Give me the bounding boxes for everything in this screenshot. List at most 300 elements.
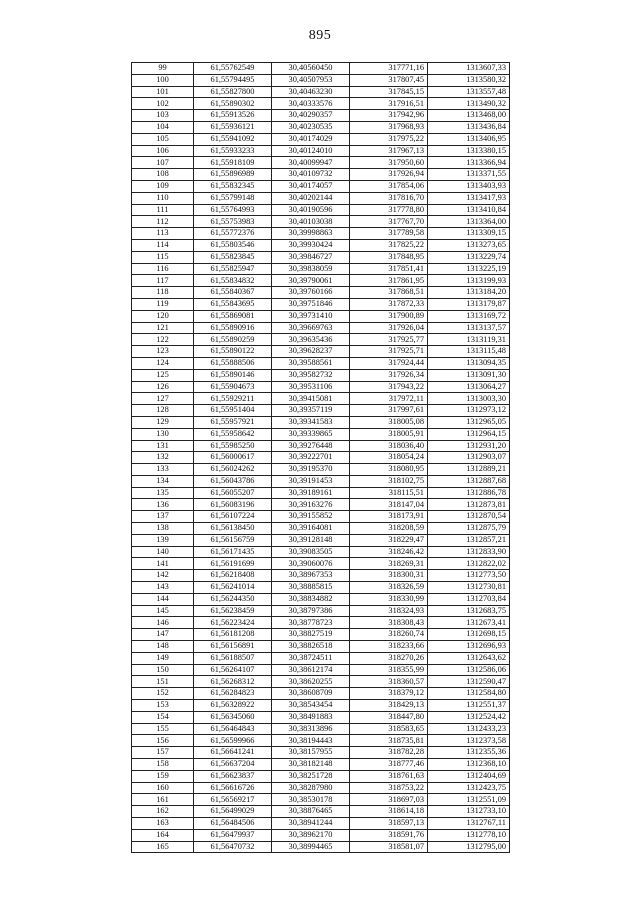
longitude-cell: 30,39628237 [272,346,350,358]
point-number-cell: 144 [132,593,194,605]
table-row [132,841,510,853]
latitude-cell: 61,56569217 [194,794,272,806]
point-number-cell: 135 [132,487,194,499]
latitude-cell: 61,56218408 [194,570,272,582]
x-coordinate-cell: 318447,80 [350,711,428,723]
table-row [132,652,510,664]
y-coordinate-cell: 1313406,95 [428,133,510,145]
x-coordinate-cell: 317854,06 [350,180,428,192]
latitude-cell: 61,56623837 [194,770,272,782]
y-coordinate-cell: 1312524,42 [428,711,510,723]
point-number-cell: 151 [132,676,194,688]
x-coordinate-cell: 318233,66 [350,641,428,653]
table-row [132,499,510,511]
y-coordinate-cell: 1312931,20 [428,440,510,452]
latitude-cell: 61,56191699 [194,558,272,570]
longitude-cell: 30,40507953 [272,74,350,86]
point-number-cell: 160 [132,782,194,794]
point-number-cell: 163 [132,818,194,830]
table-row [132,287,510,299]
y-coordinate-cell: 1312404,69 [428,770,510,782]
x-coordinate-cell: 317771,16 [350,63,428,75]
x-coordinate-cell: 317900,89 [350,310,428,322]
table-row [132,74,510,86]
point-number-cell: 153 [132,700,194,712]
y-coordinate-cell: 1313229,74 [428,251,510,263]
table-row [132,829,510,841]
table-row [132,192,510,204]
latitude-cell: 61,55951404 [194,405,272,417]
table-row [132,558,510,570]
x-coordinate-cell: 317872,33 [350,298,428,310]
x-coordinate-cell: 318777,46 [350,759,428,771]
longitude-cell: 30,39189161 [272,487,350,499]
point-number-cell: 161 [132,794,194,806]
point-number-cell: 100 [132,74,194,86]
x-coordinate-cell: 318429,13 [350,700,428,712]
longitude-cell: 30,38287980 [272,782,350,794]
x-coordinate-cell: 318260,74 [350,629,428,641]
latitude-cell: 61,55753983 [194,216,272,228]
latitude-cell: 61,56637204 [194,759,272,771]
point-number-cell: 111 [132,204,194,216]
y-coordinate-cell: 1312433,23 [428,723,510,735]
point-number-cell: 137 [132,511,194,523]
longitude-cell: 30,39222701 [272,452,350,464]
table-row [132,688,510,700]
y-coordinate-cell: 1312551,09 [428,794,510,806]
x-coordinate-cell: 318326,59 [350,582,428,594]
y-coordinate-cell: 1312965,05 [428,416,510,428]
y-coordinate-cell: 1313607,33 [428,63,510,75]
point-number-cell: 140 [132,546,194,558]
latitude-cell: 61,56616726 [194,782,272,794]
x-coordinate-cell: 317925,77 [350,334,428,346]
x-coordinate-cell: 318115,51 [350,487,428,499]
y-coordinate-cell: 1312857,21 [428,534,510,546]
y-coordinate-cell: 1313115,48 [428,346,510,358]
longitude-cell: 30,40463230 [272,86,350,98]
longitude-cell: 30,40290357 [272,110,350,122]
latitude-cell: 61,56138450 [194,523,272,535]
longitude-cell: 30,40333576 [272,98,350,110]
point-number-cell: 109 [132,180,194,192]
longitude-cell: 30,40124010 [272,145,350,157]
y-coordinate-cell: 1312870,54 [428,511,510,523]
latitude-cell: 61,56328922 [194,700,272,712]
longitude-cell: 30,38612174 [272,664,350,676]
longitude-cell: 30,39195370 [272,464,350,476]
point-number-cell: 133 [132,464,194,476]
point-number-cell: 159 [132,770,194,782]
point-number-cell: 148 [132,641,194,653]
longitude-cell: 30,38967353 [272,570,350,582]
table-row [132,228,510,240]
table-row [132,63,510,75]
y-coordinate-cell: 1313580,32 [428,74,510,86]
table-row [132,593,510,605]
point-number-cell: 120 [132,310,194,322]
x-coordinate-cell: 318208,59 [350,523,428,535]
point-number-cell: 155 [132,723,194,735]
table-row [132,298,510,310]
table-row [132,346,510,358]
table-row [132,806,510,818]
longitude-cell: 30,39846727 [272,251,350,263]
y-coordinate-cell: 1313371,55 [428,169,510,181]
y-coordinate-cell: 1312590,47 [428,676,510,688]
point-number-cell: 162 [132,806,194,818]
x-coordinate-cell: 318147,04 [350,499,428,511]
latitude-cell: 61,55957921 [194,416,272,428]
x-coordinate-cell: 318591,76 [350,829,428,841]
table-row [132,452,510,464]
x-coordinate-cell: 317926,94 [350,169,428,181]
y-coordinate-cell: 1312886,78 [428,487,510,499]
table-row [132,641,510,653]
y-coordinate-cell: 1313364,00 [428,216,510,228]
y-coordinate-cell: 1313225,19 [428,263,510,275]
longitude-cell: 30,40109732 [272,169,350,181]
x-coordinate-cell: 317845,15 [350,86,428,98]
point-number-cell: 105 [132,133,194,145]
y-coordinate-cell: 1312875,79 [428,523,510,535]
table-row [132,428,510,440]
x-coordinate-cell: 317967,13 [350,145,428,157]
y-coordinate-cell: 1313468,00 [428,110,510,122]
table-row [132,310,510,322]
y-coordinate-cell: 1313094,35 [428,357,510,369]
point-number-cell: 134 [132,475,194,487]
y-coordinate-cell: 1312586,06 [428,664,510,676]
x-coordinate-cell: 317926,04 [350,322,428,334]
point-number-cell: 117 [132,275,194,287]
latitude-cell: 61,56181208 [194,629,272,641]
y-coordinate-cell: 1313490,32 [428,98,510,110]
latitude-cell: 61,56499029 [194,806,272,818]
point-number-cell: 136 [132,499,194,511]
longitude-cell: 30,38157955 [272,747,350,759]
longitude-cell: 30,38876465 [272,806,350,818]
longitude-cell: 30,39751846 [272,298,350,310]
latitude-cell: 61,55869081 [194,310,272,322]
point-number-cell: 132 [132,452,194,464]
latitude-cell: 61,55843695 [194,298,272,310]
longitude-cell: 30,38826518 [272,641,350,653]
latitude-cell: 61,55896989 [194,169,272,181]
table-row [132,322,510,334]
longitude-cell: 30,39998863 [272,228,350,240]
table-row [132,475,510,487]
x-coordinate-cell: 318005,91 [350,428,428,440]
point-number-cell: 114 [132,239,194,251]
longitude-cell: 30,38834882 [272,593,350,605]
table-row [132,145,510,157]
table-row [132,617,510,629]
point-number-cell: 152 [132,688,194,700]
table-row [132,169,510,181]
y-coordinate-cell: 1313119,31 [428,334,510,346]
x-coordinate-cell: 317925,71 [350,346,428,358]
x-coordinate-cell: 318300,31 [350,570,428,582]
table-row [132,381,510,393]
y-coordinate-cell: 1313184,20 [428,287,510,299]
x-coordinate-cell: 317848,95 [350,251,428,263]
y-coordinate-cell: 1313091,30 [428,369,510,381]
latitude-cell: 61,56156891 [194,641,272,653]
x-coordinate-cell: 317868,51 [350,287,428,299]
longitude-cell: 30,39930424 [272,239,350,251]
point-number-cell: 164 [132,829,194,841]
x-coordinate-cell: 318173,91 [350,511,428,523]
latitude-cell: 61,55985250 [194,440,272,452]
y-coordinate-cell: 1312889,21 [428,464,510,476]
point-number-cell: 101 [132,86,194,98]
x-coordinate-cell: 318229,47 [350,534,428,546]
point-number-cell: 165 [132,841,194,853]
table-row [132,735,510,747]
point-number-cell: 139 [132,534,194,546]
table-row [132,239,510,251]
table-row [132,416,510,428]
y-coordinate-cell: 1312822,02 [428,558,510,570]
x-coordinate-cell: 317926,34 [350,369,428,381]
latitude-cell: 61,56223424 [194,617,272,629]
x-coordinate-cell: 318324,93 [350,605,428,617]
point-number-cell: 106 [132,145,194,157]
longitude-cell: 30,40103038 [272,216,350,228]
y-coordinate-cell: 1312887,68 [428,475,510,487]
latitude-cell: 61,55918109 [194,157,272,169]
y-coordinate-cell: 1313064,27 [428,381,510,393]
point-number-cell: 103 [132,110,194,122]
longitude-cell: 30,39838059 [272,263,350,275]
x-coordinate-cell: 317807,45 [350,74,428,86]
y-coordinate-cell: 1312373,58 [428,735,510,747]
y-coordinate-cell: 1312355,36 [428,747,510,759]
latitude-cell: 61,55933233 [194,145,272,157]
latitude-cell: 61,56470732 [194,841,272,853]
y-coordinate-cell: 1312733,10 [428,806,510,818]
point-number-cell: 150 [132,664,194,676]
x-coordinate-cell: 317851,41 [350,263,428,275]
x-coordinate-cell: 317778,80 [350,204,428,216]
point-number-cell: 129 [132,416,194,428]
y-coordinate-cell: 1313137,57 [428,322,510,334]
table-row [132,511,510,523]
point-number-cell: 128 [132,405,194,417]
y-coordinate-cell: 1313417,93 [428,192,510,204]
y-coordinate-cell: 1312767,11 [428,818,510,830]
longitude-cell: 30,40230535 [272,121,350,133]
table-row [132,711,510,723]
point-number-cell: 108 [132,169,194,181]
table-row [132,676,510,688]
table-row [132,251,510,263]
point-number-cell: 107 [132,157,194,169]
x-coordinate-cell: 318379,12 [350,688,428,700]
longitude-cell: 30,40174029 [272,133,350,145]
table-row [132,794,510,806]
latitude-cell: 61,56188507 [194,652,272,664]
y-coordinate-cell: 1312368,10 [428,759,510,771]
longitude-cell: 30,38962170 [272,829,350,841]
point-number-cell: 145 [132,605,194,617]
table-row [132,523,510,535]
point-number-cell: 156 [132,735,194,747]
x-coordinate-cell: 317789,58 [350,228,428,240]
point-number-cell: 104 [132,121,194,133]
x-coordinate-cell: 318782,28 [350,747,428,759]
table-row [132,605,510,617]
point-number-cell: 99 [132,63,194,75]
point-number-cell: 119 [132,298,194,310]
table-row [132,582,510,594]
y-coordinate-cell: 1312903,07 [428,452,510,464]
y-coordinate-cell: 1312698,15 [428,629,510,641]
x-coordinate-cell: 318355,99 [350,664,428,676]
longitude-cell: 30,38885815 [272,582,350,594]
x-coordinate-cell: 318614,18 [350,806,428,818]
longitude-cell: 30,38941244 [272,818,350,830]
table-row [132,818,510,830]
coordinates-table [131,62,510,853]
longitude-cell: 30,38778723 [272,617,350,629]
y-coordinate-cell: 1312730,81 [428,582,510,594]
x-coordinate-cell: 318005,08 [350,416,428,428]
table-row [132,487,510,499]
longitude-cell: 30,38543454 [272,700,350,712]
latitude-cell: 61,55888506 [194,357,272,369]
longitude-cell: 30,39276448 [272,440,350,452]
y-coordinate-cell: 1312778,10 [428,829,510,841]
latitude-cell: 61,55890122 [194,346,272,358]
x-coordinate-cell: 318102,75 [350,475,428,487]
table-row [132,86,510,98]
y-coordinate-cell: 1313410,84 [428,204,510,216]
table-row [132,393,510,405]
longitude-cell: 30,39191453 [272,475,350,487]
table-row [132,723,510,735]
table-row [132,121,510,133]
table-row [132,263,510,275]
x-coordinate-cell: 317825,22 [350,239,428,251]
x-coordinate-cell: 317972,11 [350,393,428,405]
latitude-cell: 61,56024262 [194,464,272,476]
latitude-cell: 61,55904673 [194,381,272,393]
longitude-cell: 30,39588561 [272,357,350,369]
latitude-cell: 61,55958642 [194,428,272,440]
longitude-cell: 30,38994465 [272,841,350,853]
latitude-cell: 61,56107224 [194,511,272,523]
longitude-cell: 30,39669763 [272,322,350,334]
y-coordinate-cell: 1312584,80 [428,688,510,700]
latitude-cell: 61,55799148 [194,192,272,204]
point-number-cell: 113 [132,228,194,240]
latitude-cell: 61,56171435 [194,546,272,558]
latitude-cell: 61,56000617 [194,452,272,464]
x-coordinate-cell: 318269,31 [350,558,428,570]
y-coordinate-cell: 1313169,72 [428,310,510,322]
table-row [132,157,510,169]
y-coordinate-cell: 1312795,00 [428,841,510,853]
longitude-cell: 30,39357119 [272,405,350,417]
y-coordinate-cell: 1313199,93 [428,275,510,287]
longitude-cell: 30,38313896 [272,723,350,735]
latitude-cell: 61,55840367 [194,287,272,299]
point-number-cell: 110 [132,192,194,204]
x-coordinate-cell: 317950,60 [350,157,428,169]
y-coordinate-cell: 1312833,90 [428,546,510,558]
longitude-cell: 30,39163276 [272,499,350,511]
x-coordinate-cell: 318036,40 [350,440,428,452]
longitude-cell: 30,40174057 [272,180,350,192]
latitude-cell: 61,56156759 [194,534,272,546]
x-coordinate-cell: 318583,65 [350,723,428,735]
x-coordinate-cell: 318054,24 [350,452,428,464]
point-number-cell: 122 [132,334,194,346]
latitude-cell: 61,56268312 [194,676,272,688]
latitude-cell: 61,55913526 [194,110,272,122]
table-row [132,369,510,381]
longitude-cell: 30,38491883 [272,711,350,723]
longitude-cell: 30,39083505 [272,546,350,558]
latitude-cell: 61,55764993 [194,204,272,216]
table-row [132,180,510,192]
point-number-cell: 124 [132,357,194,369]
latitude-cell: 61,56083196 [194,499,272,511]
point-number-cell: 102 [132,98,194,110]
x-coordinate-cell: 318330,99 [350,593,428,605]
point-number-cell: 130 [132,428,194,440]
longitude-cell: 30,39731410 [272,310,350,322]
point-number-cell: 121 [132,322,194,334]
latitude-cell: 61,55941092 [194,133,272,145]
x-coordinate-cell: 317968,93 [350,121,428,133]
table-row [132,133,510,145]
longitude-cell: 30,38827519 [272,629,350,641]
latitude-cell: 61,55832345 [194,180,272,192]
point-number-cell: 125 [132,369,194,381]
longitude-cell: 30,38194443 [272,735,350,747]
y-coordinate-cell: 1313557,48 [428,86,510,98]
x-coordinate-cell: 317916,51 [350,98,428,110]
latitude-cell: 61,56238459 [194,605,272,617]
longitude-cell: 30,40560450 [272,63,350,75]
point-number-cell: 115 [132,251,194,263]
table-row [132,98,510,110]
table-row [132,440,510,452]
latitude-cell: 61,56241014 [194,582,272,594]
point-number-cell: 126 [132,381,194,393]
point-number-cell: 149 [132,652,194,664]
x-coordinate-cell: 318735,81 [350,735,428,747]
table-row [132,570,510,582]
y-coordinate-cell: 1312773,50 [428,570,510,582]
point-number-cell: 131 [132,440,194,452]
longitude-cell: 30,38620255 [272,676,350,688]
x-coordinate-cell: 317975,22 [350,133,428,145]
latitude-cell: 61,56264107 [194,664,272,676]
table-row [132,110,510,122]
longitude-cell: 30,38182148 [272,759,350,771]
table-row [132,770,510,782]
point-number-cell: 127 [132,393,194,405]
x-coordinate-cell: 317943,22 [350,381,428,393]
latitude-cell: 61,56484506 [194,818,272,830]
x-coordinate-cell: 317924,44 [350,357,428,369]
point-number-cell: 118 [132,287,194,299]
